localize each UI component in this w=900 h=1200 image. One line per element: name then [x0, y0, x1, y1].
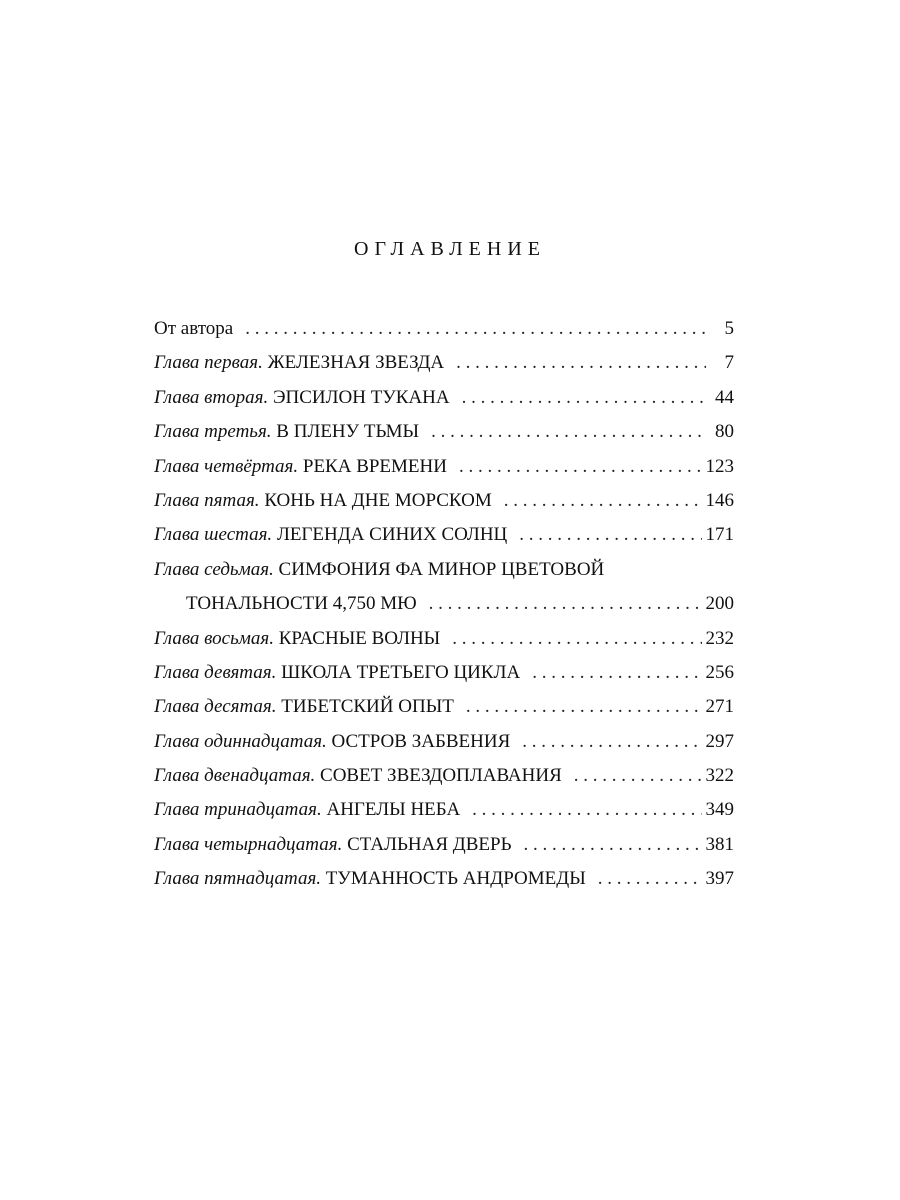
dot-leader — [245, 312, 706, 346]
toc-entry-prefix: Глава пятая. — [154, 489, 260, 511]
dot-leader — [522, 725, 701, 759]
toc-entry-title: СОВЕТ ЗВЕЗДОПЛАВАНИЯ — [320, 765, 562, 787]
toc-entry-label — [154, 690, 454, 724]
dot-leader — [472, 793, 701, 827]
dot-leader — [462, 381, 706, 415]
toc-entry-chapter-6[interactable] — [154, 518, 734, 552]
toc-entry-title: ЛЕГЕНДА СИНИХ СОЛНЦ — [276, 524, 508, 546]
toc-entry-page: 397 — [705, 868, 734, 890]
toc-entry-prefix: Глава десятая. — [154, 696, 277, 718]
toc-entry-chapter-2[interactable] — [154, 381, 734, 415]
toc-entry-label — [154, 484, 492, 518]
dot-leader — [519, 518, 701, 552]
toc-entry-title: АНГЕЛЫ НЕБА — [326, 799, 461, 821]
toc-entry-title: ТОНАЛЬНОСТИ 4,750 МЮ — [186, 593, 417, 615]
toc-entry-label — [154, 793, 460, 827]
dot-leader — [452, 622, 701, 656]
dot-leader — [598, 862, 702, 896]
dot-leader — [459, 450, 702, 484]
toc-entry-page: 297 — [705, 730, 734, 752]
toc-entry-label — [154, 450, 447, 484]
toc-entry-chapter-7[interactable] — [154, 553, 734, 587]
toc-entry-title: ЭПСИЛОН ТУКАНА — [272, 386, 450, 408]
toc-entry-page: 381 — [705, 833, 734, 855]
toc-entry-page: 200 — [705, 593, 734, 615]
toc-entry-label — [154, 346, 444, 380]
toc-entry-chapter-15[interactable] — [154, 862, 734, 896]
toc-entry-label — [154, 759, 562, 793]
toc-entry-chapter-8[interactable] — [154, 622, 734, 656]
toc-entry-author-note[interactable] — [154, 312, 734, 346]
toc-entry-chapter-7-continued[interactable] — [154, 587, 734, 621]
toc-entry-chapter-12[interactable] — [154, 759, 734, 793]
toc-entry-page: 271 — [705, 696, 734, 718]
toc-entry-title: ТУМАННОСТЬ АНДРОМЕДЫ — [325, 868, 586, 890]
toc-entry-label — [154, 656, 520, 690]
toc-entry-title: КОНЬ НА ДНЕ МОРСКОМ — [264, 489, 492, 511]
dot-leader — [431, 415, 706, 449]
toc-entry-label — [154, 622, 440, 656]
toc-entry-chapter-9[interactable] — [154, 656, 734, 690]
dot-leader — [524, 828, 702, 862]
toc-entry-page: 322 — [705, 765, 734, 787]
dot-leader — [429, 587, 702, 621]
toc-entry-prefix: Глава шестая. — [154, 524, 273, 546]
dot-leader — [466, 690, 702, 724]
toc-entry-title: ШКОЛА ТРЕТЬЕГО ЦИКЛА — [281, 661, 521, 683]
toc-entry-chapter-3[interactable] — [154, 415, 734, 449]
toc-entry-chapter-1[interactable] — [154, 346, 734, 380]
toc-entry-prefix: Глава одиннадцатая. — [154, 730, 327, 752]
toc-entry-label — [154, 312, 233, 346]
toc-entry-label — [154, 862, 586, 896]
toc-entry-page: 123 — [705, 455, 734, 477]
toc-entry-chapter-10[interactable] — [154, 690, 734, 724]
toc-entry-prefix: Глава вторая. — [154, 386, 269, 408]
toc-entry-prefix: Глава четвёртая. — [154, 455, 299, 477]
toc-entry-prefix: Глава четырнадцатая. — [154, 833, 343, 855]
toc-entry-chapter-13[interactable] — [154, 793, 734, 827]
toc-entry-title: ЖЕЛЕЗНАЯ ЗВЕЗДА — [267, 352, 445, 374]
toc-entry-page: 80 — [715, 421, 734, 443]
toc-entry-chapter-14[interactable] — [154, 828, 734, 862]
toc-entry-label — [154, 518, 507, 552]
dot-leader — [532, 656, 701, 690]
toc-entry-page: 171 — [705, 524, 734, 546]
toc-entry-chapter-5[interactable] — [154, 484, 734, 518]
toc-entry-prefix: Глава тринадцатая. — [154, 799, 322, 821]
toc-entry-title: СИМФОНИЯ ФА МИНОР ЦВЕТОВОЙ — [278, 558, 605, 580]
toc-entry-title: ТИБЕТСКИЙ ОПЫТ — [281, 696, 454, 718]
toc-entry-title: СТАЛЬНАЯ ДВЕРЬ — [347, 833, 512, 855]
toc-entry-prefix: Глава восьмая. — [154, 627, 274, 649]
toc-entry-prefix: Глава двенадцатая. — [154, 765, 316, 787]
toc-entry-title: РЕКА ВРЕМЕНИ — [302, 455, 447, 477]
toc-entry-label — [154, 381, 450, 415]
toc-entry-prefix: Глава седьмая. — [154, 558, 274, 580]
toc-entry-page: 7 — [724, 352, 734, 374]
toc-entry-label — [186, 587, 417, 621]
table-of-contents — [154, 312, 734, 897]
dot-leader — [574, 759, 702, 793]
toc-entry-prefix: Глава третья. — [154, 421, 272, 443]
toc-entry-prefix: Глава первая. — [154, 352, 263, 374]
toc-entry-chapter-11[interactable] — [154, 725, 734, 759]
toc-entry-title: От автора — [154, 318, 234, 339]
toc-entry-page: 146 — [705, 489, 734, 511]
toc-entry-title: КРАСНЫЕ ВОЛНЫ — [278, 627, 441, 649]
toc-entry-page: 232 — [705, 627, 734, 649]
toc-entry-title: В ПЛЕНУ ТЬМЫ — [276, 421, 420, 443]
toc-entry-prefix: Глава пятнадцатая. — [154, 868, 322, 890]
toc-entry-label — [154, 553, 604, 587]
toc-entry-page: 256 — [705, 661, 734, 683]
toc-entry-label — [154, 828, 512, 862]
toc-entry-page: 5 — [724, 318, 734, 339]
toc-entry-title: ОСТРОВ ЗАБВЕНИЯ — [331, 730, 511, 752]
dot-leader — [456, 346, 706, 380]
toc-entry-label — [154, 415, 419, 449]
toc-entry-prefix: Глава девятая. — [154, 661, 277, 683]
toc-entry-label — [154, 725, 510, 759]
toc-entry-page: 349 — [705, 799, 734, 821]
toc-entry-page: 44 — [715, 386, 734, 408]
dot-leader — [504, 484, 702, 518]
toc-entry-chapter-4[interactable] — [154, 450, 734, 484]
page-title: ОГЛАВЛЕНИЕ — [354, 238, 546, 260]
